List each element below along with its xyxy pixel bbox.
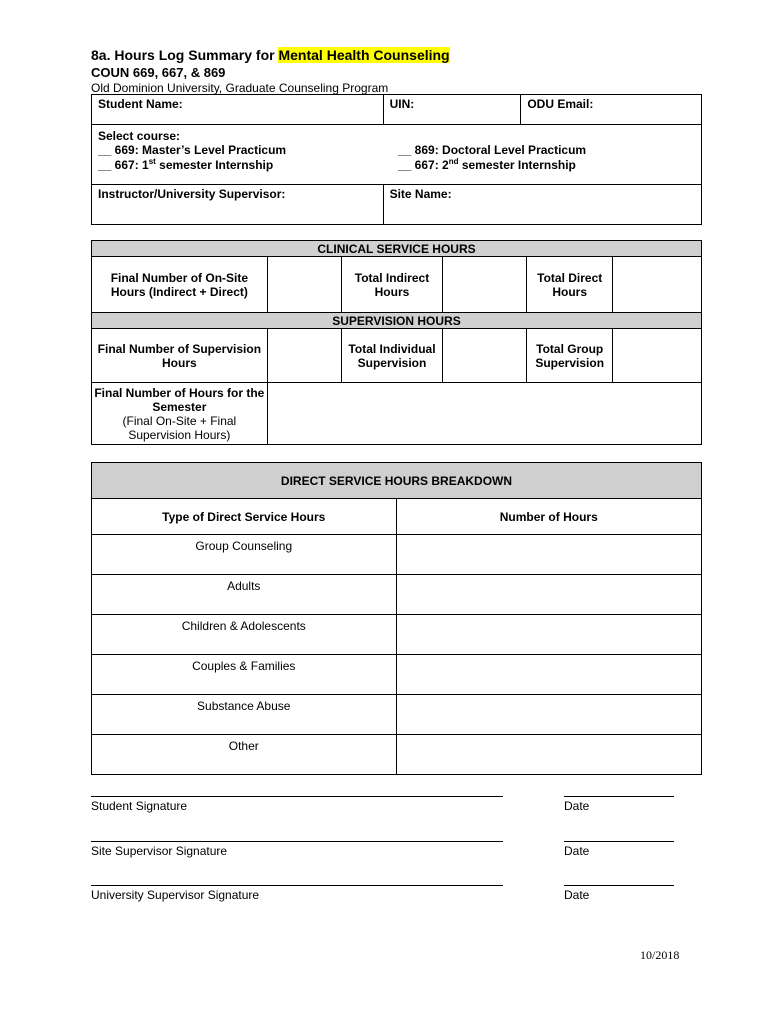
row-hours-input[interactable]	[396, 655, 701, 695]
table-row	[92, 735, 702, 775]
row-hours-input[interactable]	[396, 575, 701, 615]
opt-667b-post: semester Internship	[458, 158, 576, 172]
col-hours-header: Number of Hours	[396, 499, 701, 535]
indirect-hours-input[interactable]	[443, 257, 527, 313]
course-option-667-second[interactable]	[398, 157, 586, 172]
supervision-hours-label: Final Number of Supervision Hours	[92, 329, 268, 383]
university-signature-line[interactable]	[91, 885, 503, 886]
row-type-label: Children & Adolescents	[92, 615, 397, 655]
clinical-hours-table	[91, 240, 702, 445]
individual-supervision-label: Total Individual Supervision	[341, 329, 443, 383]
group-supervision-label: Total Group Supervision	[527, 329, 613, 383]
row-type-label: Other	[92, 735, 397, 775]
clinical-band: CLINICAL SERVICE HOURS	[92, 241, 702, 257]
row-type-label: Adults	[92, 575, 397, 615]
university-date-label: Date	[564, 888, 590, 902]
table-row	[92, 535, 702, 575]
row-hours-input[interactable]	[396, 695, 701, 735]
row-type-label: Group Counseling	[92, 535, 397, 575]
row-type-label: Substance Abuse	[92, 695, 397, 735]
table-row	[92, 695, 702, 735]
direct-hours-label: Total Direct Hours	[527, 257, 613, 313]
course-select-cell	[92, 125, 702, 185]
university-signature-label: University Supervisor Signature	[91, 888, 260, 902]
university-line: Old Dominion University, Graduate Counseling Program	[91, 81, 389, 95]
site-name-field[interactable]	[383, 185, 701, 225]
individual-supervision-input[interactable]	[443, 329, 527, 383]
col-type-header: Type of Direct Service Hours	[92, 499, 397, 535]
row-type-label: Couples & Families	[92, 655, 397, 695]
opt-667-text: __ 667: 1	[98, 158, 149, 172]
select-course-label: Select course:	[98, 129, 181, 143]
semester-hours-note: (Final On-Site + Final Supervision Hours)	[122, 413, 237, 442]
instructor-label: Instructor/University Supervisor:	[98, 187, 286, 201]
student-name-field[interactable]	[92, 95, 384, 125]
table-row	[92, 655, 702, 695]
student-date-line[interactable]	[564, 796, 674, 797]
site-signature-line[interactable]	[91, 841, 503, 842]
group-supervision-input[interactable]	[613, 329, 702, 383]
student-signature-line[interactable]	[91, 796, 503, 797]
row-hours-input[interactable]	[396, 735, 701, 775]
student-date-label: Date	[564, 799, 590, 813]
student-name-label: Student Name:	[98, 97, 183, 111]
title-highlight: Mental Health Counseling	[278, 47, 450, 63]
row-hours-input[interactable]	[396, 535, 701, 575]
opt-667-sup: st	[148, 157, 156, 166]
odu-email-label: ODU Email:	[527, 97, 594, 111]
title-prefix: 8a. Hours Log Summary for	[91, 47, 279, 63]
direct-hours-input[interactable]	[613, 257, 702, 313]
student-info-table	[91, 94, 702, 225]
indirect-hours-label: Total Indirect Hours	[341, 257, 443, 313]
semester-hours-cell	[92, 383, 268, 445]
course-codes: COUN 669, 667, & 869	[91, 65, 226, 80]
direct-service-breakdown-table	[91, 462, 702, 775]
instructor-field[interactable]	[92, 185, 384, 225]
site-name-label: Site Name:	[389, 187, 452, 201]
university-date-line[interactable]	[564, 885, 674, 886]
table-row	[92, 575, 702, 615]
semester-hours-label: Final Number of Hours for the Semester	[94, 385, 265, 414]
table-row	[92, 615, 702, 655]
supervision-hours-input[interactable]	[267, 329, 341, 383]
site-date-label: Date	[564, 844, 590, 858]
uin-label: UIN:	[389, 97, 415, 111]
course-option-669[interactable]: __ 669: Master’s Level Practicum	[98, 143, 287, 157]
opt-667b-sup: nd	[448, 157, 459, 166]
onsite-hours-input[interactable]	[267, 257, 341, 313]
breakdown-title: DIRECT SERVICE HOURS BREAKDOWN	[92, 463, 702, 499]
semester-hours-input[interactable]	[267, 383, 701, 445]
uin-field[interactable]	[383, 95, 521, 125]
course-option-869[interactable]: __ 869: Doctoral Level Practicum	[398, 143, 587, 157]
form-title	[91, 47, 450, 63]
site-date-line[interactable]	[564, 841, 674, 842]
odu-email-field[interactable]	[521, 95, 702, 125]
supervision-band: SUPERVISION HOURS	[92, 313, 702, 329]
course-option-667-first[interactable]	[98, 157, 398, 172]
site-signature-label: Site Supervisor Signature	[91, 844, 228, 858]
onsite-hours-label: Final Number of On-Site Hours (Indirect + Direct)	[92, 257, 268, 313]
opt-667-post: semester Internship	[155, 158, 274, 172]
student-signature-label: Student Signature	[91, 799, 188, 813]
opt-667b-text: __ 667: 2	[398, 158, 449, 172]
revision-date: 10/2018	[640, 948, 680, 962]
row-hours-input[interactable]	[396, 615, 701, 655]
